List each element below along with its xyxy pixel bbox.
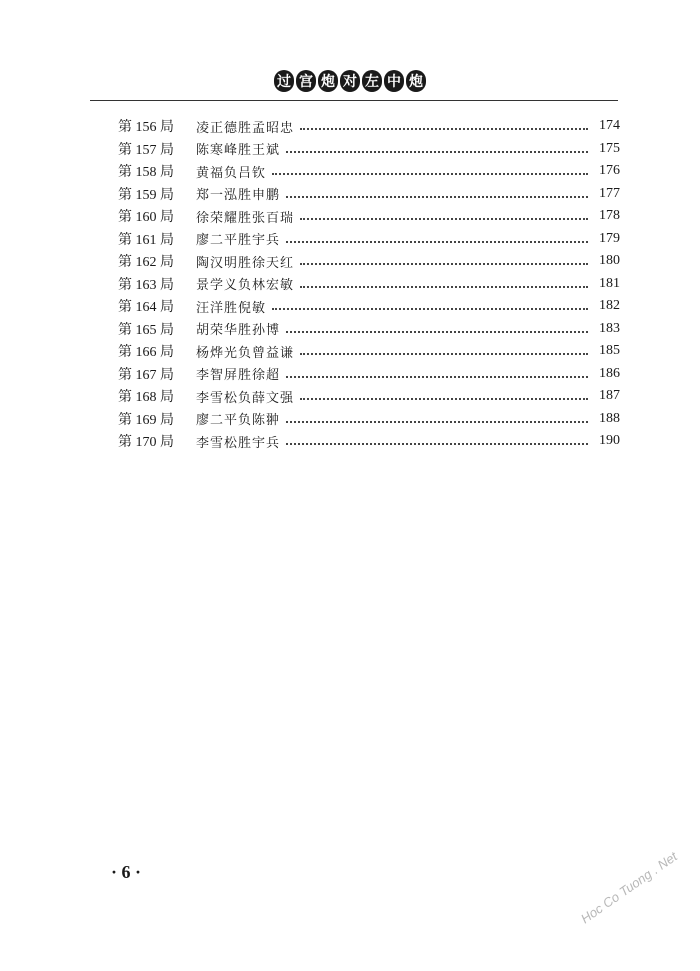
- toc-entry-title: 徐荣耀胜张百瑞: [196, 210, 295, 226]
- toc-entry[interactable]: [118, 295, 620, 318]
- toc-entry-page: 190: [599, 433, 620, 449]
- table-of-contents: [118, 115, 620, 453]
- dot-leader: [286, 151, 588, 153]
- dot-leader: [272, 173, 588, 175]
- toc-entry[interactable]: [118, 318, 620, 341]
- toc-entry-page: 178: [599, 208, 620, 224]
- toc-entry-number: 第 167 局: [118, 367, 174, 383]
- toc-entry-page: 175: [599, 140, 620, 156]
- toc-entry-number: 第 158 局: [118, 165, 174, 181]
- toc-entry[interactable]: [118, 115, 620, 138]
- toc-entry-title: 郑一泓胜申鹏: [196, 188, 281, 204]
- toc-entry-title: 李智屏胜徐超: [196, 368, 281, 384]
- dot-leader: [300, 128, 588, 130]
- toc-entry-number: 第 163 局: [118, 277, 174, 293]
- toc-entry-number: 第 157 局: [118, 142, 174, 158]
- dot-leader: [286, 443, 588, 445]
- header-char: 对: [340, 70, 360, 92]
- toc-entry[interactable]: [118, 273, 620, 296]
- toc-entry-page: 182: [599, 298, 620, 314]
- toc-entry-number: 第 160 局: [118, 210, 174, 226]
- toc-entry-title: 陈寒峰胜王斌: [196, 143, 281, 159]
- dot-leader: [300, 398, 588, 400]
- toc-entry-page: 187: [599, 388, 620, 404]
- toc-entry-number: 第 156 局: [118, 120, 174, 136]
- header-rule: [90, 100, 618, 101]
- toc-entry-title: 凌正德胜孟昭忠: [196, 120, 295, 136]
- dot-leader: [286, 421, 588, 423]
- toc-entry-title: 汪洋胜倪敏: [196, 300, 267, 316]
- toc-entry[interactable]: [118, 408, 620, 431]
- header-char: 左: [362, 70, 382, 92]
- toc-entry-page: 177: [599, 185, 620, 201]
- dot-leader: [300, 286, 588, 288]
- toc-entry-number: 第 164 局: [118, 300, 174, 316]
- dot-leader: [300, 218, 588, 220]
- toc-entry-number: 第 165 局: [118, 322, 174, 338]
- toc-entry-page: 174: [599, 118, 620, 134]
- toc-entry-page: 176: [599, 163, 620, 179]
- toc-entry-page: 186: [599, 365, 620, 381]
- toc-entry-page: 179: [599, 230, 620, 246]
- toc-entry-title: 李雪松胜宇兵: [196, 435, 281, 451]
- toc-entry[interactable]: [118, 183, 620, 206]
- toc-entry[interactable]: [118, 340, 620, 363]
- toc-entry[interactable]: [118, 363, 620, 386]
- dot-leader: [286, 196, 588, 198]
- toc-entry-title: 黄福负吕钦: [196, 165, 267, 181]
- header-char: 中: [384, 70, 404, 92]
- toc-entry-title: 廖二平负陈翀: [196, 413, 281, 429]
- header-char: 过: [274, 70, 294, 92]
- dot-leader: [286, 376, 588, 378]
- toc-entry-title: 廖二平胜宇兵: [196, 233, 281, 249]
- running-header-title: [0, 70, 700, 92]
- dot-leader: [286, 241, 588, 243]
- header-char: 宫: [296, 70, 316, 92]
- watermark: Hoc Co Tuong . Net: [577, 848, 680, 927]
- dot-leader: [286, 331, 588, 333]
- toc-entry[interactable]: [118, 250, 620, 273]
- dot-leader: [300, 263, 588, 265]
- toc-entry-title: 陶汉明胜徐天红: [196, 255, 295, 271]
- dot-leader: [272, 308, 588, 310]
- toc-entry-title: 胡荣华胜孙博: [196, 323, 281, 339]
- toc-entry-number: 第 161 局: [118, 232, 174, 248]
- toc-entry-number: 第 168 局: [118, 390, 174, 406]
- toc-entry-page: 181: [599, 275, 620, 291]
- toc-entry[interactable]: [118, 160, 620, 183]
- toc-entry-title: 杨烨光负曾益谦: [196, 345, 295, 361]
- header-char: 炮: [318, 70, 338, 92]
- toc-entry-page: 183: [599, 320, 620, 336]
- toc-entry-number: 第 170 局: [118, 435, 174, 451]
- toc-entry-number: 第 159 局: [118, 187, 174, 203]
- toc-entry-number: 第 169 局: [118, 412, 174, 428]
- toc-entry-page: 180: [599, 253, 620, 269]
- page-number: · 6 ·: [111, 862, 142, 882]
- toc-entry-number: 第 166 局: [118, 345, 174, 361]
- toc-entry-title: 景学义负林宏敏: [196, 278, 295, 294]
- dot-leader: [300, 353, 588, 355]
- toc-entry[interactable]: [118, 138, 620, 161]
- toc-entry[interactable]: [118, 385, 620, 408]
- toc-entry[interactable]: [118, 430, 620, 453]
- toc-entry-page: 188: [599, 410, 620, 426]
- toc-entry[interactable]: [118, 205, 620, 228]
- toc-entry-title: 李雪松负薛文强: [196, 390, 295, 406]
- toc-entry-page: 185: [599, 343, 620, 359]
- toc-entry-number: 第 162 局: [118, 255, 174, 271]
- toc-entry[interactable]: [118, 228, 620, 251]
- header-char: 炮: [406, 70, 426, 92]
